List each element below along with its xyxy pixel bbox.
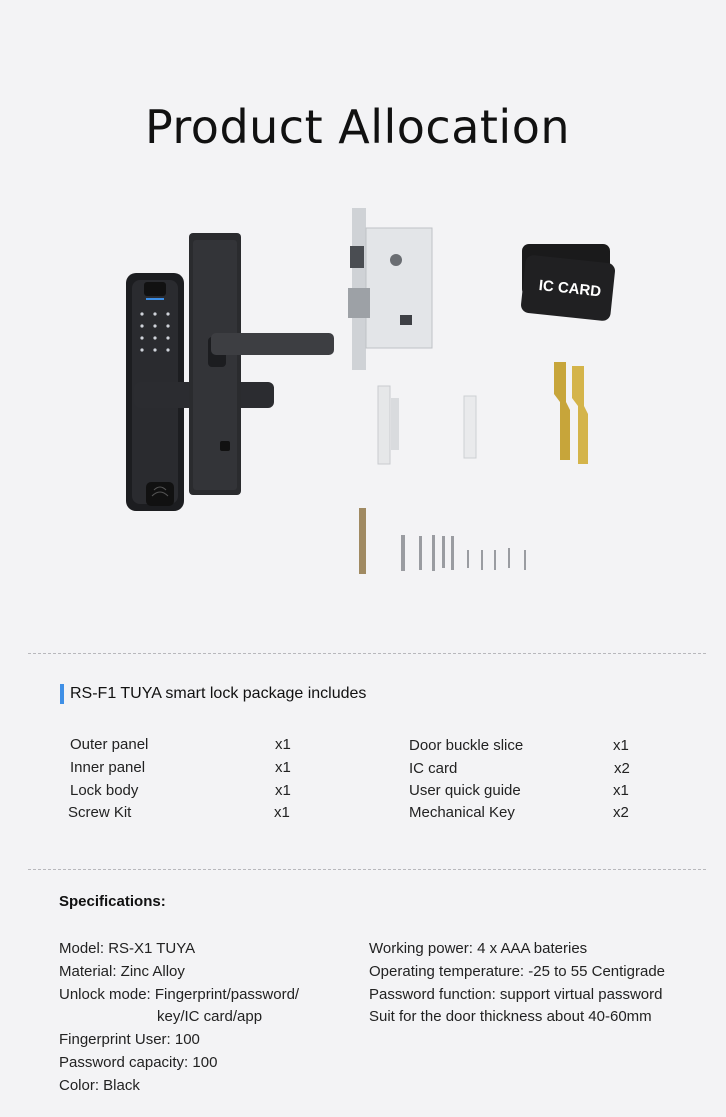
- package-item-qty: x2: [613, 804, 629, 821]
- package-item: Lock body: [70, 782, 139, 799]
- package-item: Outer panel: [70, 736, 149, 753]
- mechanical-key-image: [554, 362, 588, 464]
- package-item: Mechanical Key: [409, 804, 515, 821]
- divider-bottom: [28, 869, 706, 870]
- spec-line: Operating temperature: -25 to 55 Centigrade: [369, 963, 666, 980]
- package-item-qty: x1: [275, 759, 291, 776]
- package-item: IC card: [409, 760, 458, 777]
- spec-line: Working power: 4 x AAA bateries: [369, 940, 588, 957]
- package-item-qty: x1: [613, 737, 629, 754]
- inner-panel-image: [189, 233, 334, 495]
- spec-line: Color: Black: [59, 1077, 140, 1094]
- spec-line: Model: RS-X1 TUYA: [59, 940, 196, 957]
- product-photo: [96, 200, 656, 590]
- divider-top: [28, 653, 706, 654]
- package-section-title: RS-F1 TUYA smart lock package includes: [60, 684, 366, 704]
- spec-line: Unlock mode: Fingerprint/password/: [59, 986, 300, 1003]
- screw-kit-image: [359, 508, 526, 574]
- package-item: Inner panel: [70, 759, 146, 776]
- specifications-title: Specifications:: [59, 893, 166, 910]
- spec-line: Fingerprint User: 100: [59, 1031, 200, 1048]
- package-item: User quick guide: [409, 782, 521, 799]
- spec-line: key/IC card/app: [157, 1008, 263, 1025]
- spec-line: Material: Zinc Alloy: [59, 963, 185, 980]
- ic-card-image: [520, 244, 616, 322]
- page-title: Product Allocation: [144, 100, 571, 154]
- spec-line: Password capacity: 100: [59, 1054, 218, 1071]
- lock-body-image: [348, 208, 432, 370]
- package-item-qty: x1: [613, 782, 629, 799]
- package-item: Screw Kit: [68, 804, 132, 821]
- package-item: Door buckle slice: [409, 737, 524, 754]
- spec-line: Suit for the door thickness about 40-60mm: [369, 1008, 652, 1025]
- door-buckle-image: [378, 386, 476, 464]
- package-item-qty: x2: [614, 760, 630, 777]
- ic-card-label: IC CARD: [537, 276, 602, 301]
- package-item-qty: x1: [275, 736, 291, 753]
- spec-line: Password function: support virtual password: [369, 986, 663, 1003]
- package-item-qty: x1: [275, 782, 291, 799]
- package-item-qty: x1: [274, 804, 290, 821]
